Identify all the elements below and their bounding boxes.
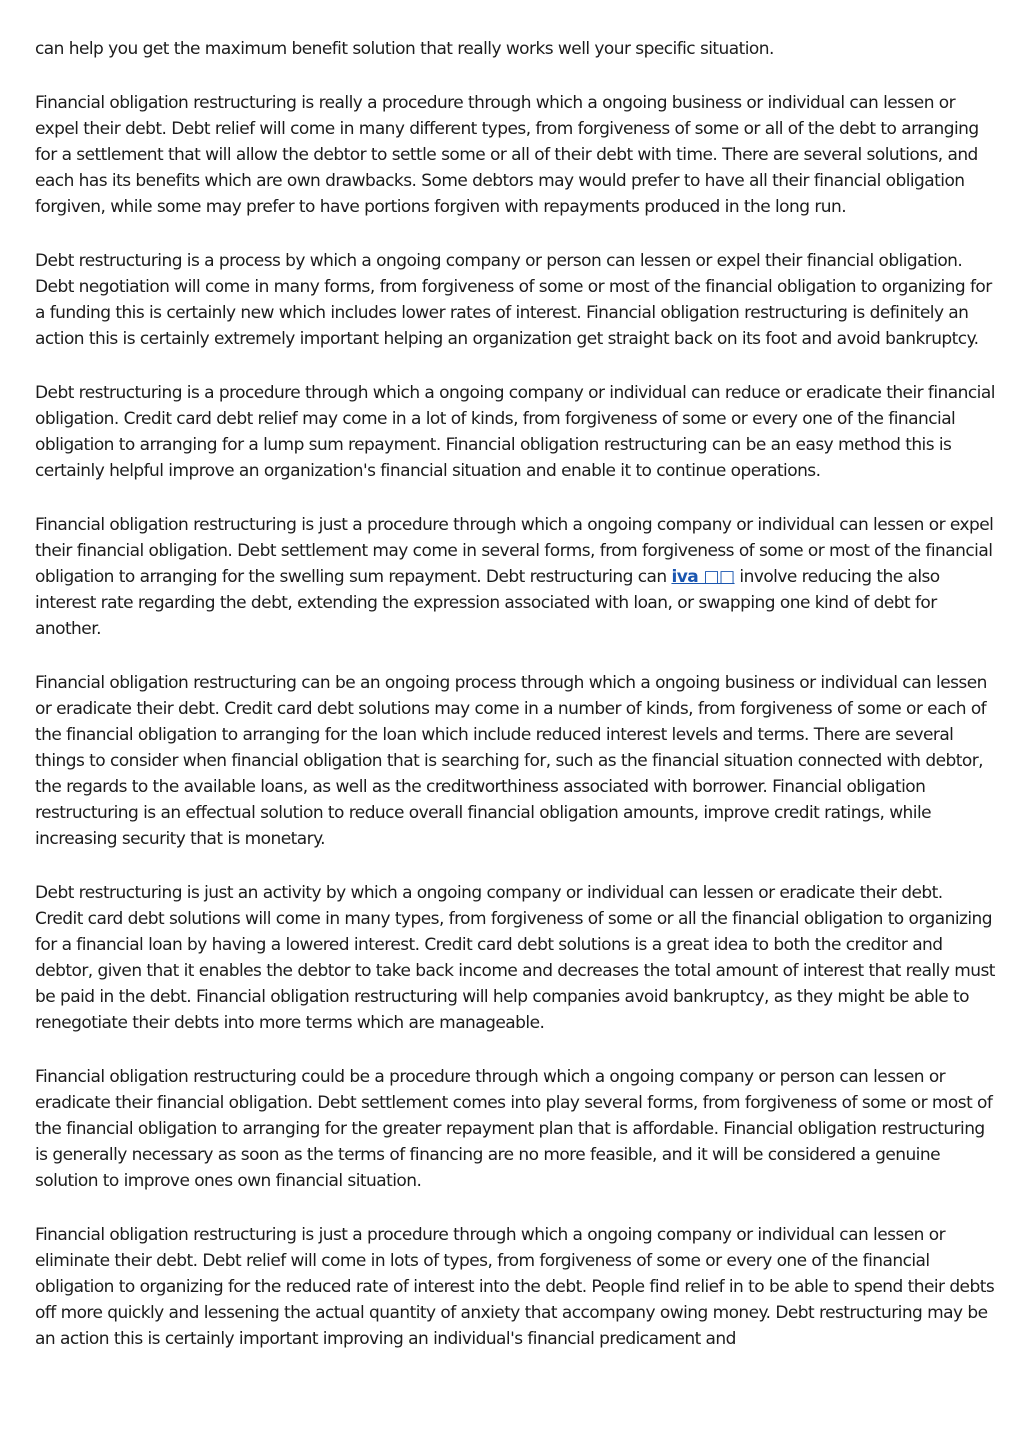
paragraph: Financial obligation restructuring is really a procedure through which a ongoing business or individual can lessen or expel their debt. Debt relief will come in many different types, from forgiveness of some or all of the debt to arranging for a settlement that will allow the debtor to settle some or all of their debt with time. There are several solutions, and each has its benefits which are own drawbacks. Some debtors may would prefer to have all their financial obligation forgiven, while some may prefer to have portions forgiven with repayments produced in the long run.	[35, 93, 979, 217]
paragraph-text: involve reducing the also interest rate regarding the debt, extending the expression associated with loan, or swapping one kind of debt for another.	[35, 567, 940, 639]
paragraph: can help you get the maximum benefit solution that really works well your specific situation.	[35, 39, 774, 59]
paragraph: Financial obligation restructuring could be a procedure through which a ongoing company or person can lessen or eradicate their financial obligation. Debt settlement comes into play several forms, from forgiveness of some or most of the financial obligation to arranging for the greater repayment plan that is affordable. Financial obligation restructuring is generally necessary as soon as the terms of financing are no more feasible, and it will be considered a genuine solution to improve ones own financial situation.	[35, 1067, 993, 1191]
article-body	[35, 36, 995, 1380]
paragraph-text: Financial obligation restructuring is just a procedure through which a ongoing company or individual can lessen or expel their financial obligation. Debt settlement may come in several forms, from forgiveness of some or most of the financial obligation to arranging for the swelling sum repayment. Debt restructuring can	[35, 515, 994, 587]
paragraph-with-link	[35, 512, 995, 642]
paragraph: Debt restructuring is just an activity by which a ongoing company or individual can lessen or eradicate their debt. Credit card debt solutions will come in many types, from forgiveness of some or all the financial obligation to organizing for a financial loan by having a lowered interest. Credit card debt solutions is a great idea to both the creditor and debtor, given that it enables the debtor to take back income and decreases the total amount of interest that really must be paid in the debt. Financial obligation restructuring will help companies avoid bankruptcy, as they might be able to renegotiate their debts into more terms which are manageable.	[35, 883, 995, 1033]
paragraph: Debt restructuring is a procedure through which a ongoing company or individual can reduce or eradicate their financial obligation. Credit card debt relief may come in a lot of kinds, from forgiveness of some or every one of the financial obligation to arranging for a lump sum repayment. Financial obligation restructuring can be an easy method this is certainly helpful improve an organization's financial situation and enable it to continue operations.	[35, 383, 995, 481]
paragraph: Financial obligation restructuring can be an ongoing process through which a ongoing business or individual can lessen or eradicate their debt. Credit card debt solutions may come in a number of kinds, from forgiveness of some or each of the financial obligation to arranging for the loan which include reduced interest levels and terms. There are several things to consider when financial obligation that is searching for, such as the financial situation connected with debtor, the regards to the available loans, as well as the creditworthiness associated with borrower. Financial obligation restructuring is an effectual solution to reduce overall financial obligation amounts, improve credit ratings, while increasing security that is monetary.	[35, 673, 987, 849]
paragraph: Debt restructuring is a process by which a ongoing company or person can lessen or expel their financial obligation. Debt negotiation will come in many forms, from forgiveness of some or most of the financial obligation to organizing for a funding this is certainly new which includes lower rates of interest. Financial obligation restructuring is definitely an action this is certainly extremely important helping an organization get straight back on its foot and avoid bankruptcy.	[35, 251, 992, 349]
iva-link[interactable]: iva □□	[671, 567, 735, 587]
paragraph: Financial obligation restructuring is just a procedure through which a ongoing company or individual can lessen or eliminate their debt. Debt relief will come in lots of types, from forgiveness of some or every one of the financial obligation to organizing for the reduced rate of interest into the debt. People find relief in to be able to spend their debts off more quickly and lessening the actual quantity of anxiety that accompany owing money. Debt restructuring may be an action this is certainly important improving an individual's financial predicament and	[35, 1225, 995, 1349]
